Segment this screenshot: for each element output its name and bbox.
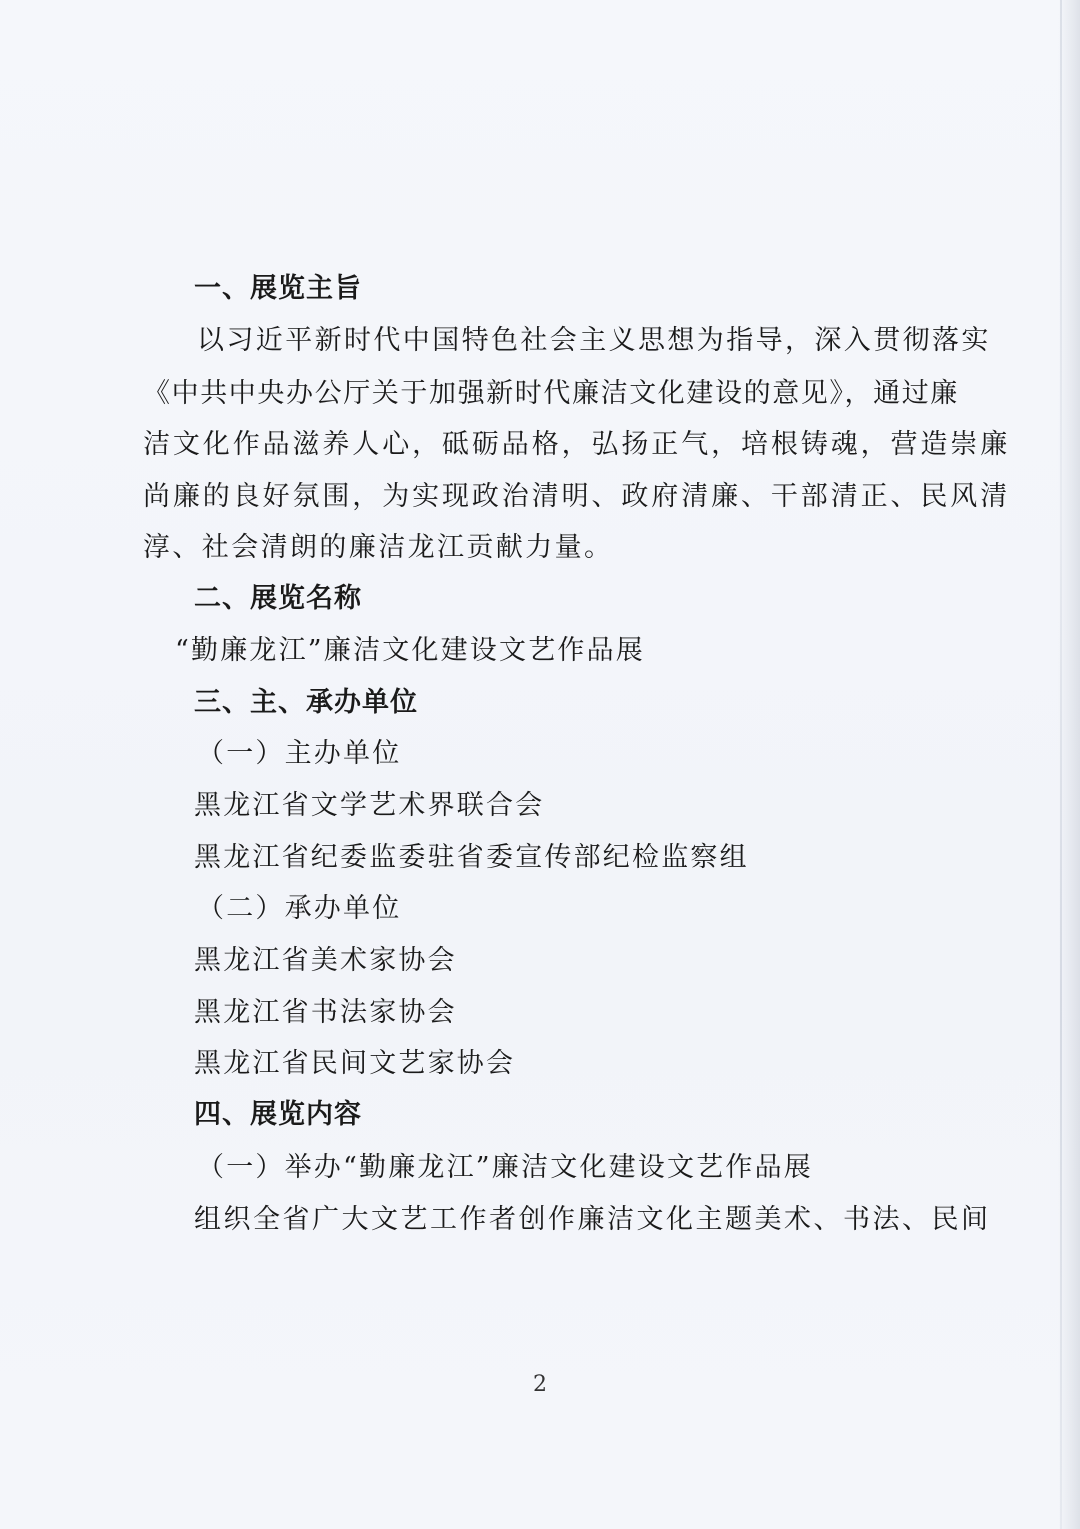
exhibition-name: “勤廉龙江”廉洁文化建设文艺作品展 bbox=[175, 635, 646, 666]
section-1-heading: 一、展览主旨 bbox=[194, 273, 362, 304]
host-units-subheading: （一）主办单位 bbox=[197, 738, 402, 769]
organizer-units-subheading: （二）承办单位 bbox=[197, 893, 402, 924]
section-1-text-line-4: 尚廉的良好氛围，为实现政治清明、政府清廉、干部清正、民风清 bbox=[143, 481, 1011, 512]
host-unit-2: 黑龙江省纪委监委驻省委宣传部纪检监察组 bbox=[194, 842, 749, 873]
section-2-heading: 二、展览名称 bbox=[194, 583, 362, 614]
page-number: 2 bbox=[533, 1372, 547, 1397]
section-4-heading: 四、展览内容 bbox=[194, 1099, 362, 1130]
section-1-text-line-3: 洁文化作品滋养人心，砥砺品格，弘扬正气，培根铸魂，营造崇廉 bbox=[143, 429, 1011, 460]
section-1-text-line-5: 淳、社会清朗的廉洁龙江贡献力量。 bbox=[143, 532, 614, 563]
section-1-text-line-2: 《中共中央办公厅关于加强新时代廉洁文化建设的意见》，通过廉 bbox=[143, 378, 959, 409]
content-subheading-1: （一）举办“勤廉龙江”廉洁文化建设文艺作品展 bbox=[197, 1152, 814, 1183]
section-4-text-line-1: 组织全省广大文艺工作者创作廉洁文化主题美术、书法、民间 bbox=[194, 1204, 991, 1235]
section-3-heading: 三、主、承办单位 bbox=[194, 687, 418, 718]
organizer-unit-1: 黑龙江省美术家协会 bbox=[194, 945, 457, 976]
section-1-text-line-1: 以习近平新时代中国特色社会主义思想为指导，深入贯彻落实 bbox=[197, 325, 991, 356]
torn-line bbox=[1060, 0, 1062, 1529]
host-unit-1: 黑龙江省文学艺术界联合会 bbox=[194, 790, 545, 821]
organizer-unit-3: 黑龙江省民间文艺家协会 bbox=[194, 1048, 516, 1079]
organizer-unit-2: 黑龙江省书法家协会 bbox=[194, 997, 457, 1028]
